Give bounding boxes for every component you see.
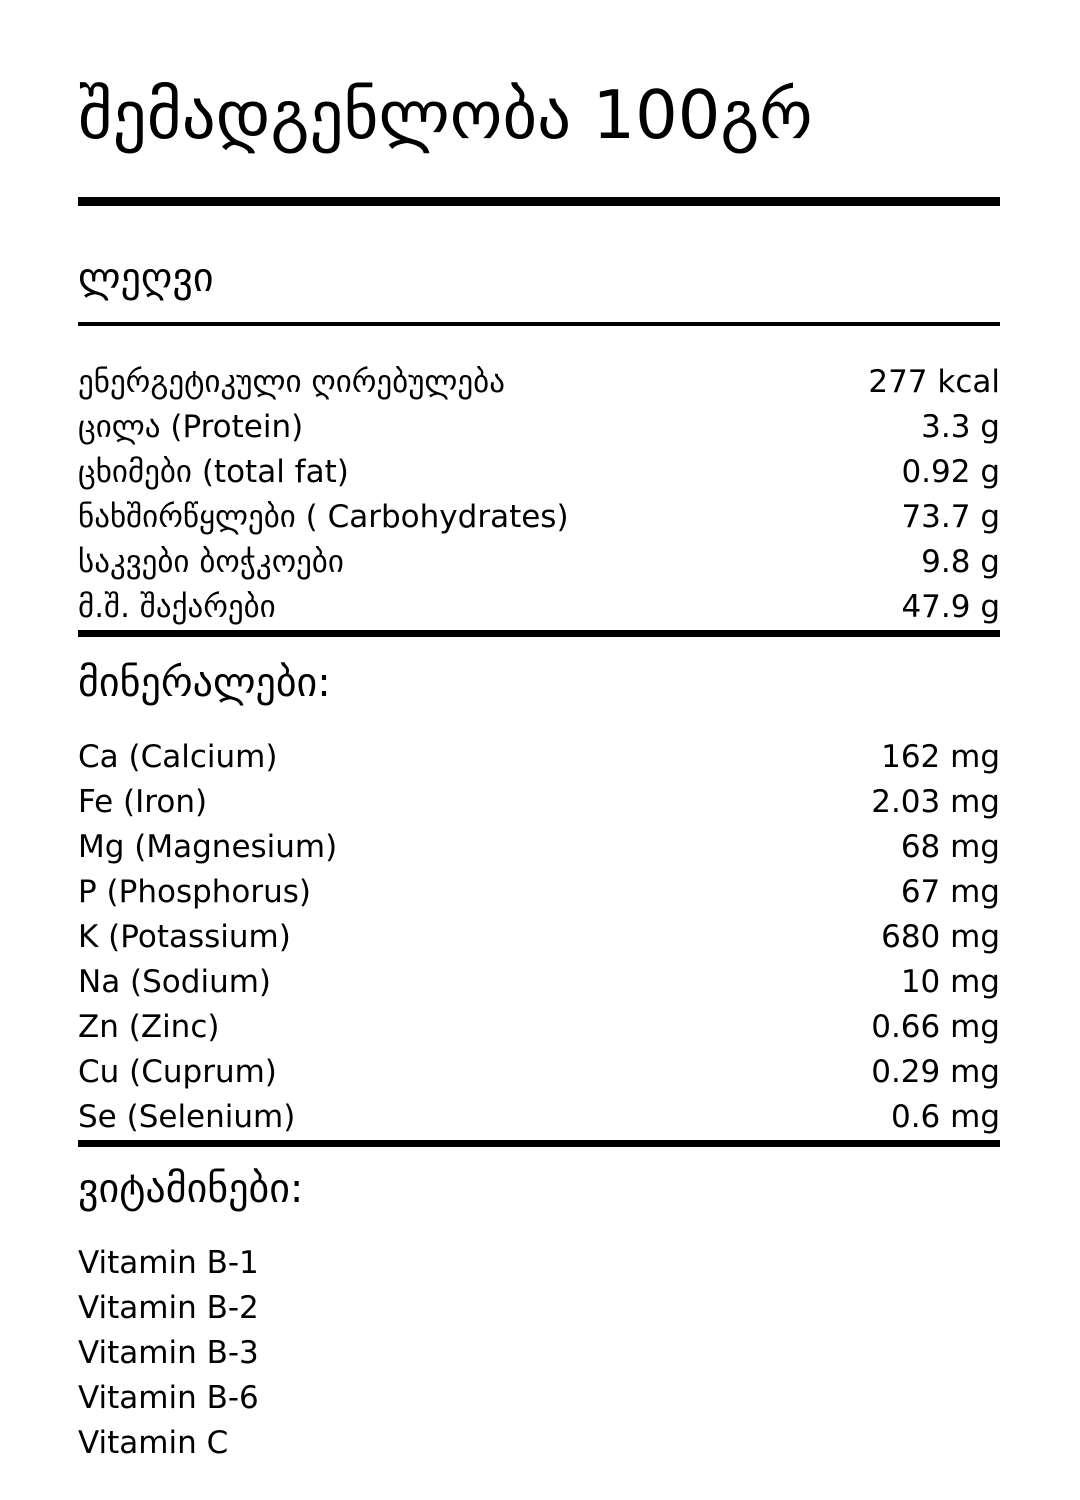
row-value: 3.3 g [921, 409, 1000, 445]
row-value: 73.7 g [901, 499, 1000, 535]
row-label: მ.შ. შაქარები [78, 589, 276, 625]
row-label: P (Phosphorus) [78, 874, 312, 910]
minerals-table [78, 735, 1000, 1147]
row-value: 0.29 mg [871, 1054, 1000, 1090]
row-value: 10 mg [900, 964, 1000, 1000]
mineral-row [78, 735, 1000, 780]
row-label: Mg (Magnesium) [78, 829, 338, 865]
nutrition-row [78, 450, 1000, 495]
row-value: 9.8 g [921, 544, 1000, 580]
nutrition-row [78, 405, 1000, 450]
row-label: Vitamin B-3 [78, 1335, 259, 1371]
row-value: 2.03 mg [871, 784, 1000, 820]
page-title: შემადგენლობა 100გრ [78, 82, 1000, 206]
minerals-header: მინერალები: [78, 660, 331, 706]
row-label: Zn (Zinc) [78, 1009, 220, 1045]
row-label: ენერგეტიკული ღირებულება [78, 364, 505, 400]
vitamins-list [78, 1241, 1000, 1466]
vitamins-header: ვიტამინები: [78, 1166, 304, 1212]
row-value: 680 mg [881, 919, 1000, 955]
row-label: Vitamin B-2 [78, 1290, 259, 1326]
row-value: 67 mg [900, 874, 1000, 910]
mineral-row [78, 870, 1000, 915]
vitamin-item [78, 1241, 1000, 1286]
nutrition-row [78, 540, 1000, 585]
row-label: Vitamin C [78, 1425, 229, 1461]
row-label: Se (Selenium) [78, 1099, 296, 1135]
mineral-row [78, 780, 1000, 825]
row-label: Vitamin B-6 [78, 1380, 259, 1416]
row-value: 47.9 g [901, 589, 1000, 625]
nutrition-row [78, 495, 1000, 540]
row-label: Ca (Calcium) [78, 739, 278, 775]
row-label: ნახშირწყლები ( Carbohydrates) [78, 499, 569, 535]
vitamin-item [78, 1376, 1000, 1421]
vitamin-item [78, 1421, 1000, 1466]
row-value: 0.92 g [901, 454, 1000, 490]
row-label: Cu (Cuprum) [78, 1054, 277, 1090]
nutrition-row [78, 585, 1000, 630]
mineral-row [78, 915, 1000, 960]
row-label: Fe (Iron) [78, 784, 208, 820]
row-label: ცილა (Protein) [78, 409, 304, 445]
row-label: Vitamin B-1 [78, 1245, 259, 1281]
mineral-row [78, 1095, 1000, 1140]
row-label: ცხიმები (total fat) [78, 454, 349, 490]
row-label: საკვები ბოჭკოები [78, 544, 344, 580]
mineral-row [78, 960, 1000, 1005]
row-label: K (Potassium) [78, 919, 291, 955]
row-value: 277 kcal [868, 364, 1000, 400]
row-value: 162 mg [881, 739, 1000, 775]
mineral-row [78, 825, 1000, 870]
row-value: 0.66 mg [871, 1009, 1000, 1045]
nutrition-table [78, 360, 1000, 637]
row-label: Na (Sodium) [78, 964, 272, 1000]
mineral-row [78, 1050, 1000, 1095]
vitamin-item [78, 1331, 1000, 1376]
product-name: ლეღვი [78, 258, 1000, 326]
row-value: 68 mg [900, 829, 1000, 865]
vitamin-item [78, 1286, 1000, 1331]
nutrition-row [78, 360, 1000, 405]
mineral-row [78, 1005, 1000, 1050]
row-value: 0.6 mg [890, 1099, 1000, 1135]
